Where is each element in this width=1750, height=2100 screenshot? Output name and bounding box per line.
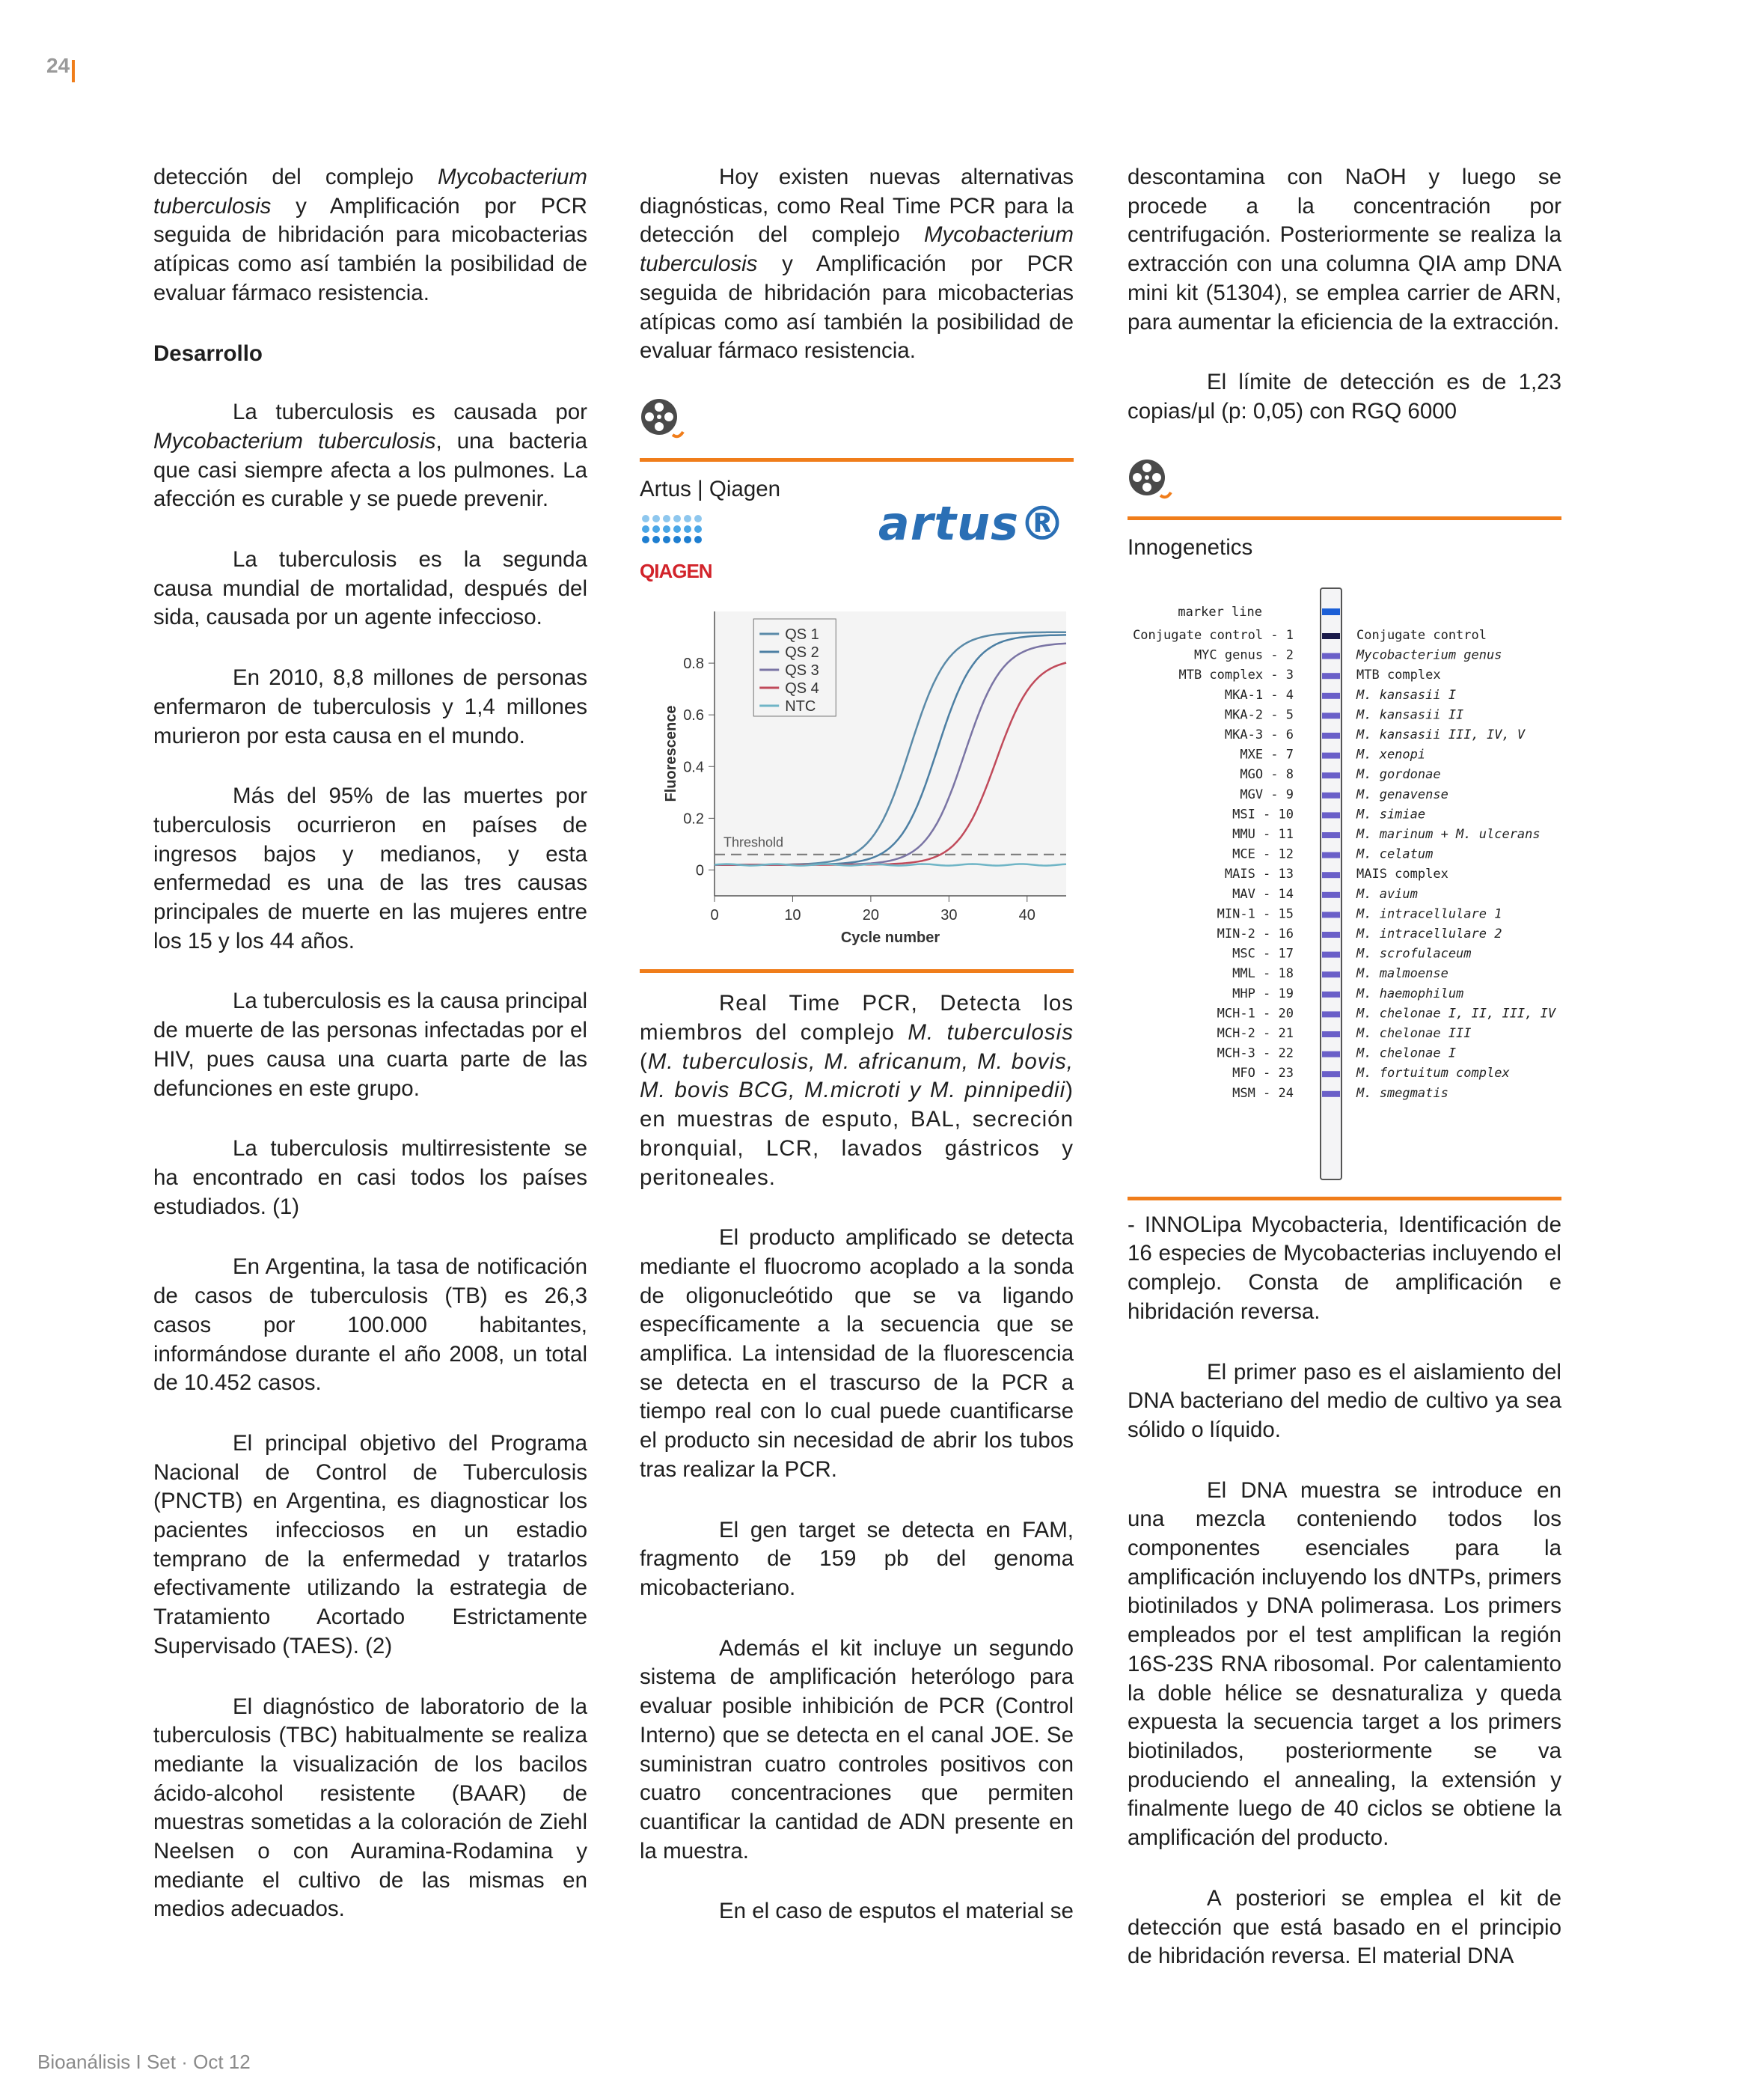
probe-code: MKA-3 - 6 bbox=[1224, 727, 1294, 743]
figure-artus bbox=[640, 397, 1074, 973]
probe-band bbox=[1322, 1051, 1340, 1057]
probe-species: M. avium bbox=[1356, 886, 1418, 902]
pcr-amplification-chart bbox=[640, 596, 1074, 956]
probe-species: M. scrofulaceum bbox=[1356, 946, 1472, 962]
y-tick-label: 0.8 bbox=[683, 656, 704, 673]
y-tick-label: 0.6 bbox=[683, 707, 704, 724]
footer-text: Bioanálisis I Set · Oct 12 bbox=[37, 2051, 251, 2073]
artus-figure-panel bbox=[640, 496, 1074, 956]
probe-species: M. smegmatis bbox=[1356, 1085, 1448, 1101]
probe-code: MTB complex - 3 bbox=[1178, 668, 1294, 683]
probe-species: M. genavense bbox=[1356, 787, 1448, 802]
probe-code: MGV - 9 bbox=[1240, 787, 1294, 802]
figure-rule bbox=[1128, 1197, 1561, 1200]
paragraph: En el caso de esputos el material se bbox=[719, 1899, 1074, 1924]
probe-band bbox=[1322, 772, 1340, 778]
probe-species: M. gordonae bbox=[1356, 767, 1441, 783]
probe-code: Conjugate control - 1 bbox=[1133, 628, 1294, 644]
probe-species: M. kansasii II bbox=[1356, 707, 1464, 723]
probe-band bbox=[1322, 793, 1340, 799]
x-tick-label: 30 bbox=[940, 907, 958, 924]
probe-code: MCE - 12 bbox=[1232, 846, 1294, 862]
probe-species: MTB complex bbox=[1356, 668, 1441, 683]
probe-code: MFO - 23 bbox=[1232, 1066, 1294, 1081]
probe-band bbox=[1322, 852, 1340, 858]
paragraph: A posteriori se emplea el kit de detección que está basado en el principio de hibridación reversa. El material DNA bbox=[1128, 1885, 1561, 1969]
y-tick-label: 0 bbox=[695, 862, 704, 879]
paragraph: Real Time PCR, Detecta los miembros del complejo M. tuberculosis (M. tuberculosis, M. africanum, M. bovis, M. bovis BCG, M.microti y M. pinnipedii) en muestras de esputo, BAL, secreción bronquial, LCR, lavados gástricos y peritoneales. bbox=[640, 991, 1074, 1190]
marker-line-label: marker line bbox=[1178, 605, 1262, 620]
paragraph: detección del complejo Mycobacterium tuberculosis y Amplificación por PCR seguida de hibridación para micobacterias atípicas como así también la posibilidad de evaluar fármaco resistencia. bbox=[153, 165, 587, 305]
probe-species: M. intracellulare 2 bbox=[1356, 927, 1502, 942]
probe-band bbox=[1322, 812, 1340, 818]
probe-species: M. simiae bbox=[1356, 807, 1426, 822]
probe-code: MML - 18 bbox=[1232, 966, 1294, 982]
probe-band bbox=[1322, 952, 1340, 958]
threshold-label: Threshold bbox=[723, 835, 784, 851]
probe-species: Mycobacterium genus bbox=[1356, 647, 1502, 663]
paragraph: Hoy existen nuevas alternativas diagnósticas, como Real Time PCR para la detección del complejo Mycobacterium tuberculosis y Amplificación por PCR seguida de hibridación para micobacterias atípicas como así también la posibilidad de evaluar fármaco resistencia. bbox=[640, 165, 1074, 364]
figure-rule bbox=[640, 969, 1074, 973]
probe-code: MMU - 11 bbox=[1232, 827, 1294, 843]
page-number: 24 bbox=[46, 54, 70, 77]
probe-band bbox=[1322, 1071, 1340, 1077]
probe-code: MAIS - 13 bbox=[1224, 867, 1294, 882]
probe-species: M. fortuitum complex bbox=[1356, 1066, 1510, 1081]
paragraph: Más del 95% de las muertes por tuberculosis ocurrieron en países de ingresos bajos y medianos, y esta enfermedad es una de las tres causas principales de muerte en las mujeres entre los 15 y los 44 años. bbox=[153, 784, 587, 953]
probe-code: MKA-2 - 5 bbox=[1224, 707, 1294, 723]
probe-species: M. xenopi bbox=[1356, 747, 1426, 763]
probe-band bbox=[1322, 992, 1340, 998]
probe-band bbox=[1322, 673, 1340, 679]
figure-innogenetics bbox=[1128, 458, 1561, 1200]
probe-band bbox=[1322, 1091, 1340, 1097]
paragraph: La tuberculosis es causada por Mycobacterium tuberculosis, una bacteria que casi siempre afecta a los pulmones. La afección es curable y se puede prevenir. bbox=[153, 400, 587, 512]
probe-code: MSC - 17 bbox=[1232, 946, 1294, 962]
probe-band bbox=[1322, 733, 1340, 739]
paragraph: El gen target se detecta en FAM, fragmento de 159 pb del genoma micobacteriano. bbox=[640, 1517, 1074, 1600]
legend-label: QS 2 bbox=[785, 644, 819, 662]
probe-band bbox=[1322, 892, 1340, 898]
probe-band bbox=[1322, 971, 1340, 977]
artus-logo: artus® bbox=[878, 496, 1066, 552]
column-left bbox=[153, 163, 587, 1956]
legend-label: QS 3 bbox=[785, 662, 819, 680]
probe-code: MXE - 7 bbox=[1240, 747, 1294, 763]
probe-species: M. kansasii III, IV, V bbox=[1356, 727, 1526, 743]
paragraph: El diagnóstico de laboratorio de la tuberculosis (TBC) habitualmente se realiza mediante la visualización de los bacilos ácido-alcohol resistente (BAAR) de muestras sometidas a la coloración de Ziehl Neelsen o con Auramina-Rodamina y mediante el cultivo de las mismas en medios adecuados. bbox=[153, 1694, 587, 1922]
probe-species: M. haemophilum bbox=[1356, 986, 1464, 1001]
paragraph: El principal objetivo del Programa Nacional de Control de Tuberculosis (PNCTB) en Argentina, es diagnosticar los pacientes infecciosos en un estadio temprano de la enfermedad y tratarlos efectivamente utilizando la estrategia de Tratamiento Acortado Estrictamente Supervisado (TAES). (2) bbox=[153, 1430, 587, 1658]
paragraph: El primer paso es el aislamiento del DNA bacteriano del medio de cultivo ya sea sólido o líquido. bbox=[1128, 1359, 1561, 1442]
y-axis-label: Fluorescence bbox=[663, 705, 679, 802]
paragraph: El límite de detección es de 1,23 copias/µl (p: 0,05) con RGQ 6000 bbox=[1128, 370, 1561, 424]
x-tick-label: 0 bbox=[710, 907, 719, 924]
page-number-mark bbox=[72, 60, 75, 82]
paragraph: Además el kit incluye un segundo sistema de amplificación heterólogo para evaluar posible inhibición de PCR (Control Interno) que se detecta en el canal JOE. Se suministran cuatro controles positivos con cuatro concentraciones que permiten cuantificar la cantidad de ADN presente en la muestra. bbox=[640, 1635, 1074, 1864]
qiagen-wordmark: QIAGEN bbox=[640, 560, 712, 583]
y-tick-label: 0.2 bbox=[683, 811, 704, 828]
probe-band bbox=[1322, 633, 1340, 639]
probe-band bbox=[1322, 872, 1340, 878]
probe-band bbox=[1322, 912, 1340, 918]
probe-code: MHP - 19 bbox=[1232, 986, 1294, 1001]
column-middle bbox=[640, 163, 1074, 1958]
probe-code: MSM - 24 bbox=[1232, 1085, 1294, 1101]
probe-species: MAIS complex bbox=[1356, 867, 1448, 882]
probe-code: MYC genus - 2 bbox=[1193, 647, 1294, 663]
legend-label: NTC bbox=[785, 698, 816, 715]
figure-label: Artus | Qiagen bbox=[640, 476, 781, 501]
paragraph: En Argentina, la tasa de notificación de casos de tuberculosis (TB) es 26,3 casos por 100.000 habitantes, informándose durante el año 2008, un total de 10.452 casos. bbox=[153, 1254, 587, 1396]
probe-species: M. chelonae I bbox=[1356, 1046, 1457, 1061]
paragraph: La tuberculosis es la segunda causa mundial de mortalidad, después del sida, causada por un agente infeccioso. bbox=[153, 547, 587, 630]
legend-label: QS 1 bbox=[785, 626, 819, 644]
paragraph: - INNOLipa Mycobacteria, Identificación de 16 especies de Mycobacterias incluyendo el complejo. Consta de amplificación e hibridación reversa. bbox=[1128, 1212, 1561, 1324]
x-axis-label: Cycle number bbox=[840, 930, 940, 947]
paragraph: En 2010, 8,8 millones de personas enfermaron de tuberculosis y 1,4 millones murieron por esta causa en el mundo. bbox=[153, 665, 587, 748]
film-reel-icon bbox=[1128, 458, 1166, 497]
probe-code: MKA-1 - 4 bbox=[1224, 687, 1294, 703]
probe-species: M. malmoense bbox=[1356, 966, 1448, 982]
probe-code: MGO - 8 bbox=[1240, 767, 1294, 783]
probe-code: MCH-1 - 20 bbox=[1217, 1006, 1294, 1022]
probe-band bbox=[1322, 753, 1340, 759]
probe-code: MIN-2 - 16 bbox=[1217, 927, 1294, 942]
probe-code: MSI - 10 bbox=[1232, 807, 1294, 822]
paragraph: El DNA muestra se introduce en una mezcla conteniendo todos los componentes esenciales para la amplificación incluyendo los dNTPs, primers biotinilados y DNA polimerasa. Los primers empleados por el test amplifican la región 16S-23S RNA ribosomal. Por calentamiento la doble hélice se desnaturaliza y queda expuesta la secuencia target a los primers biotinilados, posteriormente se va produciendo el annealing, la extensión y finalmente luego de 40 ciclos se obtiene la amplificación del producto. bbox=[1128, 1477, 1561, 1851]
probe-band bbox=[1322, 1031, 1340, 1037]
marker-band bbox=[1322, 608, 1340, 615]
x-tick-label: 20 bbox=[862, 907, 880, 924]
probe-band bbox=[1322, 712, 1340, 718]
legend-label: QS 4 bbox=[785, 680, 819, 698]
probe-code: MCH-3 - 22 bbox=[1217, 1046, 1294, 1061]
figure-rule bbox=[640, 458, 1074, 462]
figure-rule bbox=[1128, 516, 1561, 520]
x-tick-label: 10 bbox=[784, 907, 801, 924]
paragraph: La tuberculosis es la causa principal de muerte de las personas infectadas por el HIV, pues causa una cuarta parte de las defunciones en este grupo. bbox=[153, 989, 587, 1101]
probe-species: Conjugate control bbox=[1356, 628, 1487, 644]
paragraph: descontamina con NaOH y luego se procede a la concentración por centrifugación. Posteriormente se realiza la extracción con una columna QIA amp DNA mini kit (51304), se emplea carrier de ARN, para aumentar la eficiencia de la extracción. bbox=[1128, 165, 1561, 335]
probe-species: M. intracellulare 1 bbox=[1356, 906, 1502, 922]
probe-code: MCH-2 - 21 bbox=[1217, 1026, 1294, 1042]
paragraph: La tuberculosis multirresistente se ha encontrado en casi todos los países estudiados. (1) bbox=[153, 1136, 587, 1219]
probe-species: M. celatum bbox=[1356, 846, 1434, 862]
paragraph: El producto amplificado se detecta mediante el fluocromo acoplado a la sonda de oligonucleótido que se va ligando específicamente a la secuencia que se amplifica. La intensidad de la fluorescencia se detecta en el trascurso de la PCR a tiempo real con lo cual puede cuantificarse el producto sin necesidad de abrir los tubos tras realizar la PCR. bbox=[640, 1225, 1074, 1482]
probe-code: MIN-1 - 15 bbox=[1217, 906, 1294, 922]
probe-code: MAV - 14 bbox=[1232, 886, 1294, 902]
probe-band bbox=[1322, 932, 1340, 938]
y-tick-label: 0.4 bbox=[683, 759, 704, 776]
probe-band bbox=[1322, 1011, 1340, 1017]
probe-species: M. chelonae III bbox=[1356, 1026, 1472, 1042]
qiagen-logo bbox=[640, 514, 722, 585]
probe-band bbox=[1322, 653, 1340, 659]
lipa-strip-diagram bbox=[1128, 573, 1561, 1187]
probe-species: M. chelonae I, II, III, IV bbox=[1356, 1006, 1556, 1022]
probe-species: M. kansasii I bbox=[1356, 687, 1457, 703]
film-reel-icon bbox=[640, 397, 679, 436]
figure-label: Innogenetics bbox=[1128, 535, 1253, 561]
section-heading: Desarrollo bbox=[153, 341, 263, 366]
probe-band bbox=[1322, 693, 1340, 699]
column-right bbox=[1128, 163, 1561, 2003]
probe-band bbox=[1322, 832, 1340, 838]
probe-species: M. marinum + M. ulcerans bbox=[1356, 827, 1541, 843]
x-tick-label: 40 bbox=[1018, 907, 1035, 924]
